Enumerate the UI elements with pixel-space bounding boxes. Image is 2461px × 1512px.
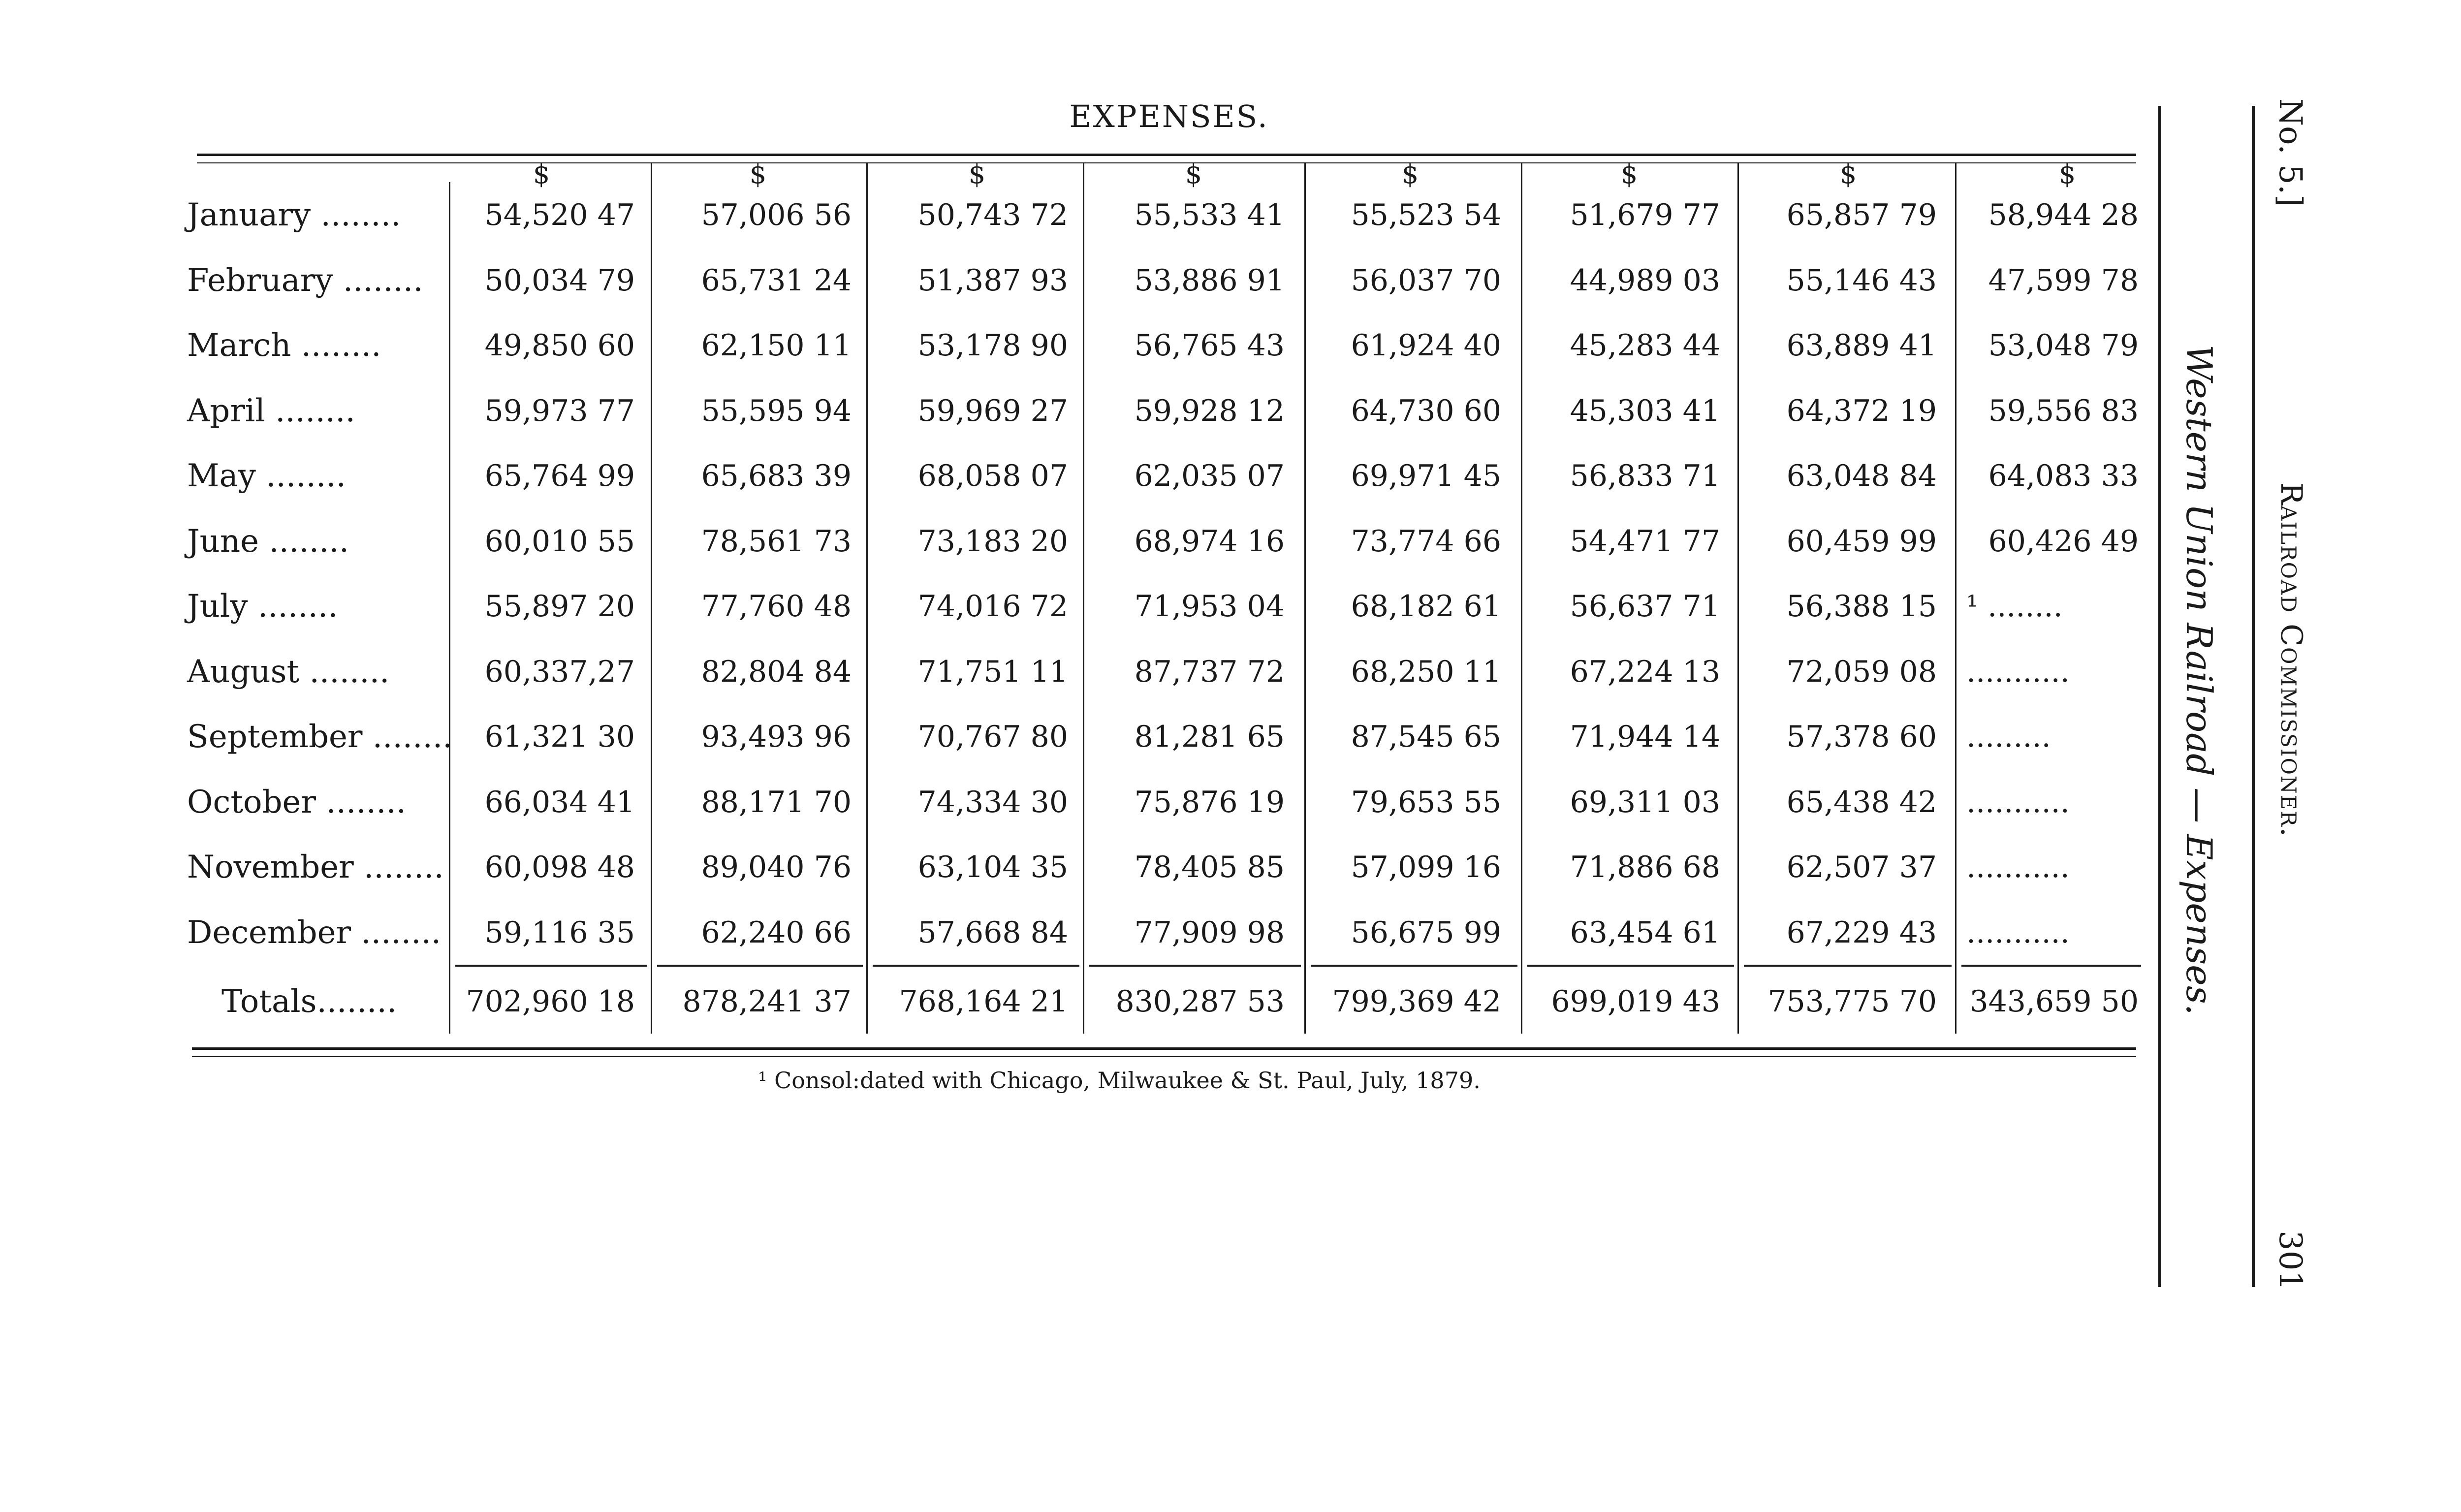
totals-cell: 699,019 43 — [1551, 984, 1720, 1019]
table-cell: ¹ ........ — [1966, 589, 2063, 624]
table-cell: 55,523 54 — [1351, 198, 1501, 232]
currency-header: $ — [1401, 158, 1419, 189]
totals-rule — [455, 965, 647, 967]
table-cell: 82,804 84 — [701, 654, 852, 689]
table-cell: 53,178 90 — [917, 328, 1068, 363]
totals-cell: 878,241 37 — [682, 984, 852, 1019]
table-cell: 55,595 94 — [701, 393, 852, 428]
table-cell: 62,150 11 — [701, 328, 852, 363]
table-cell: 71,944 14 — [1570, 720, 1720, 754]
leader-dots: ........ — [255, 458, 346, 494]
table-cell: 88,171 70 — [701, 785, 852, 819]
table-cell: 55,897 20 — [484, 589, 635, 624]
row-label-text: May — [187, 458, 256, 494]
row-label-text: November — [187, 849, 354, 885]
row-label-text: March — [187, 327, 291, 364]
table-cell: 63,104 35 — [917, 850, 1068, 884]
table-cell: 64,730 60 — [1351, 393, 1501, 428]
table-cell: 69,971 45 — [1351, 459, 1501, 493]
table-cell: 56,675 99 — [1351, 915, 1501, 950]
column-divider — [1083, 163, 1084, 1034]
footnote: ¹ Consol:dated with Chicago, Milwaukee & St. Paul, July, 1879. — [758, 1067, 1481, 1094]
currency-header: $ — [1839, 158, 1857, 189]
totals-rule — [657, 965, 863, 967]
column-divider — [651, 163, 652, 1034]
table-cell: 51,387 93 — [917, 263, 1068, 298]
row-label — [187, 654, 443, 690]
table-cell: 77,909 98 — [1134, 915, 1285, 950]
table-cell: 77,760 48 — [701, 589, 852, 624]
page-number: 301 — [2272, 1230, 2308, 1291]
table-cell: 59,969 27 — [917, 393, 1068, 428]
table-cell: 68,250 11 — [1351, 654, 1501, 689]
totals-rule — [1089, 965, 1301, 967]
table-cell: 62,507 37 — [1786, 850, 1937, 884]
leader-dots: ........ — [351, 914, 442, 951]
table-cell: 79,653 55 — [1351, 785, 1501, 819]
table-cell: 57,668 84 — [917, 915, 1068, 950]
currency-header: $ — [968, 158, 986, 189]
column-divider — [1737, 163, 1739, 1034]
table-cell: 53,048 79 — [1988, 328, 2139, 363]
table-cell: 45,303 41 — [1570, 393, 1720, 428]
table-cell: 72,059 08 — [1786, 654, 1937, 689]
table-cell: 78,561 73 — [701, 524, 852, 559]
row-label — [187, 588, 443, 625]
totals-rule — [1527, 965, 1734, 967]
table-cell: 66,034 41 — [484, 785, 635, 819]
table-cell: 70,767 80 — [917, 720, 1068, 754]
table-cell: 87,545 65 — [1351, 720, 1501, 754]
totals-rule — [1961, 965, 2141, 967]
row-label-text: October — [187, 784, 316, 820]
totals-rule — [1744, 965, 1952, 967]
table-cell: 62,240 66 — [701, 915, 852, 950]
totals-rule — [1311, 965, 1517, 967]
currency-header: $ — [749, 158, 767, 189]
table-cell: ........... — [1966, 850, 2070, 884]
table-cell: ........... — [1966, 785, 2070, 819]
table-cell: 73,183 20 — [917, 524, 1068, 559]
row-label — [187, 197, 443, 233]
totals-cell: 799,369 42 — [1332, 984, 1501, 1019]
leader-dots: ........ — [353, 849, 444, 885]
table-cell: 57,099 16 — [1351, 850, 1501, 884]
table-cell: 58,944 28 — [1988, 198, 2139, 232]
table-cell: 53,886 91 — [1134, 263, 1285, 298]
table-cell: 62,035 07 — [1134, 459, 1285, 493]
row-label-text: February — [187, 262, 333, 299]
column-divider — [1304, 163, 1306, 1034]
currency-header: $ — [533, 158, 550, 189]
totals-label-text: Totals — [221, 983, 317, 1020]
table-cell: 50,034 79 — [484, 263, 635, 298]
row-label-text: April — [187, 392, 265, 429]
table-cell: 56,037 70 — [1351, 263, 1501, 298]
row-label-text: January — [187, 197, 311, 233]
leader-dots: ........ — [258, 523, 349, 560]
table-cell: 65,857 79 — [1786, 198, 1937, 232]
table-cell: 87,737 72 — [1134, 654, 1285, 689]
bottom-rule-thin — [192, 1056, 2136, 1057]
table-cell: 60,459 99 — [1786, 524, 1937, 559]
running-head-title: Railroad Commissioner. — [2274, 482, 2308, 838]
table-cell: 55,533 41 — [1134, 198, 1285, 232]
row-label-text: August — [187, 653, 300, 690]
table-cell: 78,405 85 — [1134, 850, 1285, 884]
table-cell: 71,886 68 — [1570, 850, 1720, 884]
table-cell: 74,334 30 — [917, 785, 1068, 819]
totals-cell: 702,960 18 — [466, 984, 635, 1019]
table-cell: 71,751 11 — [917, 654, 1068, 689]
table-cell: ........... — [1966, 654, 2070, 689]
table-cell: 68,974 16 — [1134, 524, 1285, 559]
table-cell: 65,438 42 — [1786, 785, 1937, 819]
table-cell: 69,311 03 — [1570, 785, 1720, 819]
table-cell: 51,679 77 — [1570, 198, 1720, 232]
page-edge-rule — [2252, 106, 2255, 1287]
leader-dots: ........ — [311, 197, 401, 233]
column-divider — [1521, 163, 1522, 1034]
table-cell: 93,493 96 — [701, 720, 852, 754]
table-cell: 44,989 03 — [1570, 263, 1720, 298]
leader-dots: ........ — [316, 983, 397, 1020]
table-cell: 59,116 35 — [484, 915, 635, 950]
row-label — [187, 784, 443, 820]
row-label-text: June — [187, 523, 259, 560]
currency-header: $ — [1620, 158, 1638, 189]
table-cell: 89,040 76 — [701, 850, 852, 884]
table-title: EXPENSES. — [1069, 98, 1269, 134]
side-title: Western Union Railroad — Expenses. — [2178, 345, 2220, 1015]
table-cell: 63,048 84 — [1786, 459, 1937, 493]
page-edge-rule — [2158, 106, 2161, 1287]
table-cell: 60,337,27 — [484, 654, 635, 689]
table-cell: 47,599 78 — [1988, 263, 2139, 298]
row-label — [187, 458, 443, 494]
table-cell: 81,281 65 — [1134, 720, 1285, 754]
table-cell: 75,876 19 — [1134, 785, 1285, 819]
table-cell: 74,016 72 — [917, 589, 1068, 624]
row-label — [187, 719, 453, 755]
row-label — [187, 262, 443, 299]
table-cell: 54,520 47 — [484, 198, 635, 232]
table-cell: 56,388 15 — [1786, 589, 1937, 624]
row-label — [187, 914, 443, 951]
table-cell: 49,850 60 — [484, 328, 635, 363]
currency-header: $ — [1185, 158, 1202, 189]
table-cell: 56,637 71 — [1570, 589, 1720, 624]
table-cell: 59,928 12 — [1134, 393, 1285, 428]
table-cell: 54,471 77 — [1570, 524, 1720, 559]
row-label-text: July — [187, 588, 248, 625]
bottom-rule — [192, 1047, 2136, 1050]
leader-dots: ........ — [291, 327, 381, 364]
table-cell: 67,229 43 — [1786, 915, 1937, 950]
row-label — [187, 327, 443, 364]
totals-cell: 830,287 53 — [1115, 984, 1285, 1019]
table-cell: 73,774 66 — [1351, 524, 1501, 559]
table-cell: ........... — [1966, 915, 2070, 950]
leader-dots: ........ — [362, 719, 453, 755]
table-cell: 50,743 72 — [917, 198, 1068, 232]
table-cell: 60,426 49 — [1988, 524, 2139, 559]
table-cell: 59,973 77 — [484, 393, 635, 428]
table-cell: 68,182 61 — [1351, 589, 1501, 624]
table-cell: 59,556 83 — [1988, 393, 2139, 428]
row-label — [187, 393, 443, 429]
row-label — [187, 849, 443, 885]
table-cell: 64,083 33 — [1988, 459, 2139, 493]
table-cell: 61,924 40 — [1351, 328, 1501, 363]
column-divider — [866, 163, 868, 1034]
leader-dots: ........ — [299, 653, 390, 690]
table-cell: 67,224 13 — [1570, 654, 1720, 689]
table-cell: 65,683 39 — [701, 459, 852, 493]
currency-header: $ — [2058, 158, 2076, 189]
document-number: No. 5.] — [2272, 98, 2308, 207]
table-cell: 71,953 04 — [1134, 589, 1285, 624]
leader-dots: ........ — [248, 588, 338, 625]
table-cell: 60,098 48 — [484, 850, 635, 884]
table-cell: 64,372 19 — [1786, 393, 1937, 428]
totals-cell: 343,659 50 — [1969, 984, 2139, 1019]
top-rule — [197, 154, 2136, 156]
leader-dots: ........ — [333, 262, 423, 299]
table-cell: 56,833 71 — [1570, 459, 1720, 493]
table-cell: 56,765 43 — [1134, 328, 1285, 363]
leader-dots: ........ — [316, 784, 407, 820]
table-cell: 63,889 41 — [1786, 328, 1937, 363]
totals-cell: 753,775 70 — [1767, 984, 1937, 1019]
table-cell: 65,731 24 — [701, 263, 852, 298]
table-cell: 61,321 30 — [484, 720, 635, 754]
table-cell: 57,378 60 — [1786, 720, 1937, 754]
row-label-text: September — [187, 719, 363, 755]
table-cell: 65,764 99 — [484, 459, 635, 493]
leader-dots: ........ — [265, 392, 355, 429]
totals-cell: 768,164 21 — [899, 984, 1068, 1019]
row-label — [187, 523, 443, 560]
table-cell: 60,010 55 — [484, 524, 635, 559]
table-cell: 68,058 07 — [917, 459, 1068, 493]
totals-rule — [873, 965, 1079, 967]
table-cell: 57,006 56 — [701, 198, 852, 232]
table-cell: 45,283 44 — [1570, 328, 1720, 363]
table-cell: 55,146 43 — [1786, 263, 1937, 298]
table-cell: ......... — [1966, 720, 2051, 754]
table-cell: 63,454 61 — [1570, 915, 1720, 950]
row-label-text: December — [187, 914, 351, 951]
